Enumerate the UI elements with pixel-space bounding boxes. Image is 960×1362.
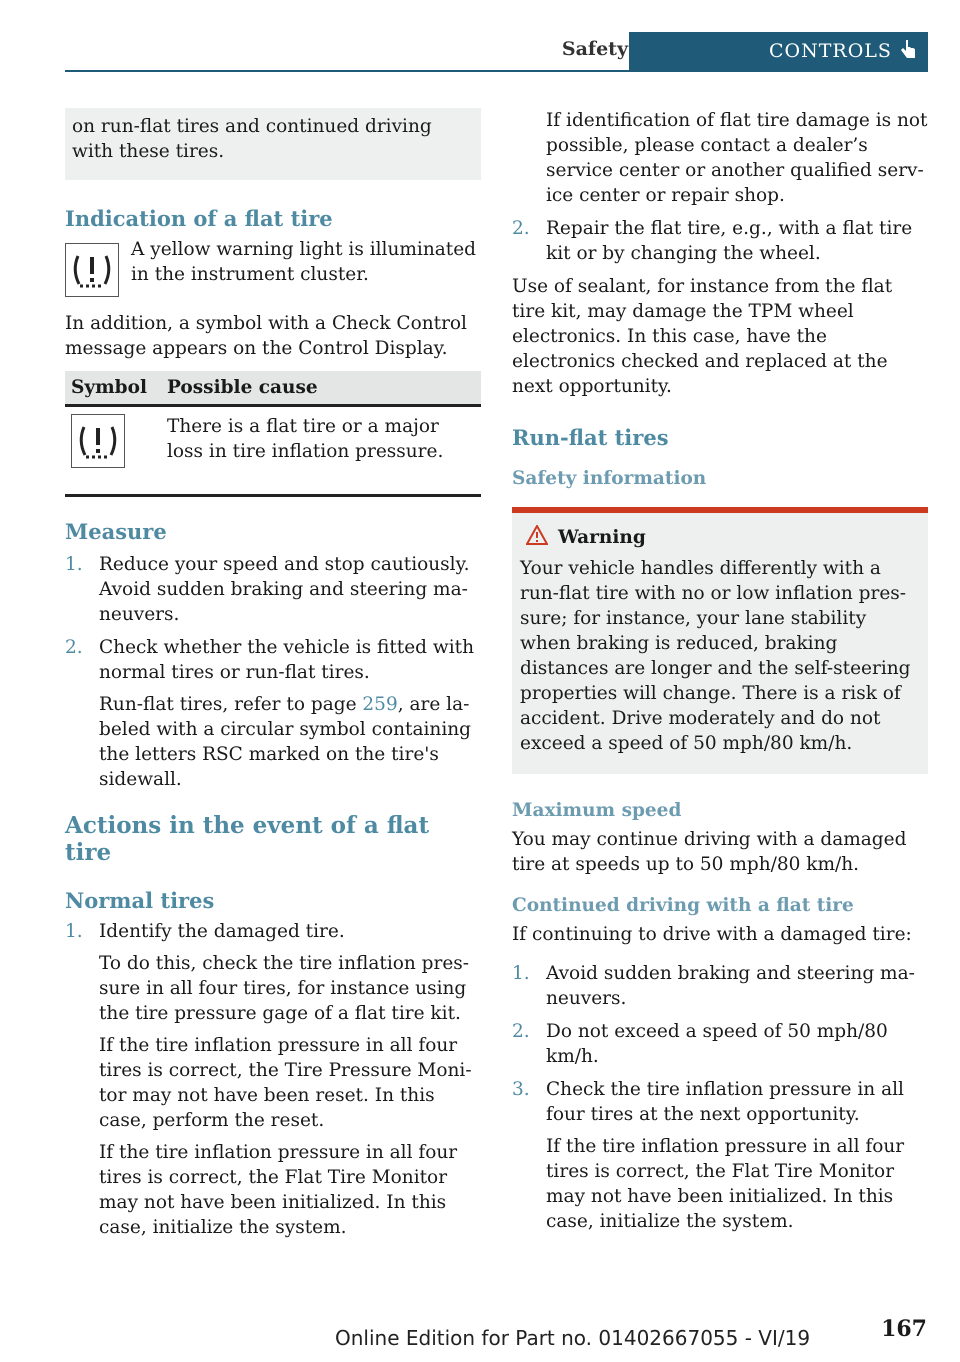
cause-cell: There is a flat tire or a major loss in tire inflation pressure.: [161, 406, 481, 496]
list-paragraph: If the tire inflation pressure in all four tires is correct, the Flat Tire Monitor may not have been initialized. In this case, initialize the system.: [99, 1142, 458, 1238]
runflat-heading: Run-flat tires: [512, 425, 669, 450]
col-cause: Possible cause: [161, 371, 481, 406]
runflat-reference: Run-flat tires, refer to page 259, are labeled with a circular symbol containing the letters RSC marked on the tire's sidewall.: [99, 694, 471, 790]
table-header: [65, 371, 481, 406]
col-symbol: Symbol: [65, 371, 161, 406]
warning-title-row: [558, 527, 920, 548]
header-rule: [65, 70, 928, 72]
list-item: 1. Identify the damaged tire. To do this, check the tire inflation pressure in all four tires, for instance using the tire pressure gage of a flat tire kit. If the tire inflation pressure in all four tires is correct, the Tire Pressure Monitor may not have been reset. In this case, perform the reset. If the tire inflation pressure in all four tires is correct, the Flat Tire Monitor may not have been initialized. In this case, initialize the system.: [65, 919, 481, 1240]
continued-text: If continuing to drive with a damaged tire:: [512, 924, 912, 945]
symbol-table: [65, 371, 481, 497]
maxspeed-heading: Maximum speed: [512, 800, 682, 821]
indication-block: [65, 237, 481, 301]
measure-list: [65, 552, 481, 792]
page-link[interactable]: 259: [362, 694, 398, 715]
safety-heading: Safety information: [512, 468, 707, 489]
right-column: [512, 108, 928, 1242]
left-column: [65, 108, 481, 1248]
indication-text: A yellow warning light is illuminated in the instrument cluster.: [131, 239, 476, 285]
warning-text: Your vehicle handles differently with a run-flat tire with no or low inflation pressure; for instance, your lane stability when braking is reduced, braking distances are longer and the self-steering properties will change. There is a risk of accident. Drive moderately and do not exceed a speed of 50 mph/80 km/h.: [520, 558, 911, 754]
edition-text: Online Edition for Part no. 01402667055 - VI/19: [335, 1326, 811, 1350]
warning-triangle-icon: [526, 525, 548, 550]
warning-box: [512, 507, 928, 774]
measure-heading: Measure: [65, 519, 167, 544]
tire-pressure-warning-icon: [65, 243, 119, 297]
continued-paragraph: If identification of flat tire damage is not possible, please contact a dealer’s service center or another qualified service center or repair shop.: [546, 110, 928, 206]
warning-title: Warning: [558, 527, 646, 548]
actions-heading: Actions in the event of a flat tire: [65, 812, 430, 866]
indication-heading: Indication of a flat tire: [65, 206, 333, 231]
intro-text: on run-flat tires and continued driving with these tires.: [72, 116, 432, 162]
list-item: 1. Reduce your speed and stop cautiously. Avoid sudden braking and steering maneuvers.: [65, 554, 470, 625]
normal-tires-heading: Normal tires: [65, 888, 215, 913]
hand-pointer-icon: [898, 38, 918, 64]
chapter-title: CONTROLS: [769, 40, 892, 62]
list-item: 2. Do not exceed a speed of 50 mph/80 km/h.: [512, 1021, 888, 1067]
list-paragraph: To do this, check the tire inflation pressure in all four tires, for instance using the tire pressure gage of a flat tire kit.: [99, 953, 470, 1024]
repair-list: [512, 216, 928, 266]
table-row: [65, 406, 481, 496]
addition-text: In addition, a symbol with a Check Control message appears on the Control Display.: [65, 313, 467, 359]
list-item: 1. Avoid sudden braking and steering maneuvers.: [512, 963, 915, 1009]
tire-pressure-symbol-icon: [71, 414, 125, 468]
normal-tires-list: [65, 919, 481, 1240]
page-number: 167: [881, 1316, 927, 1342]
section-title: Safety: [561, 38, 628, 60]
continued-heading: Continued driving with a flat tire: [512, 895, 854, 916]
list-paragraph: If the tire inflation pressure in all four tires is correct, the Flat Tire Monitor may not have been initialized. In this case, initialize the system.: [546, 1136, 905, 1232]
maxspeed-text: You may continue driving with a damaged tire at speeds up to 50 mph/80 km/h.: [512, 829, 907, 875]
intro-note: [65, 108, 481, 180]
page-header: [0, 32, 960, 72]
sealant-text: Use of sealant, for instance from the flat tire kit, may damage the TPM wheel electronics. In this case, have the electronics checked and replaced at the next opportunity.: [512, 276, 893, 397]
list-item: 2. Repair the flat tire, e.g., with a flat tire kit or by changing the wheel.: [512, 218, 913, 264]
chapter-banner: [629, 32, 928, 71]
list-paragraph: If the tire inflation pressure in all four tires is correct, the Tire Pressure Monitor may not have been reset. In this case, perform the reset.: [99, 1035, 472, 1131]
list-item: 2. Check whether the vehicle is fitted with normal tires or run-flat tires. Run-flat tires, refer to page 259, are labeled with a circular symbol containing the letters RSC marked on the tire's sidewall.: [65, 635, 481, 792]
list-item: 3. Check the tire inflation pressure in all four tires at the next opportunity. If the tire inflation pressure in all four tires is correct, the Flat Tire Monitor may not have been initialized. In this case, initialize the system.: [512, 1077, 928, 1234]
continued-list: [512, 961, 928, 1234]
